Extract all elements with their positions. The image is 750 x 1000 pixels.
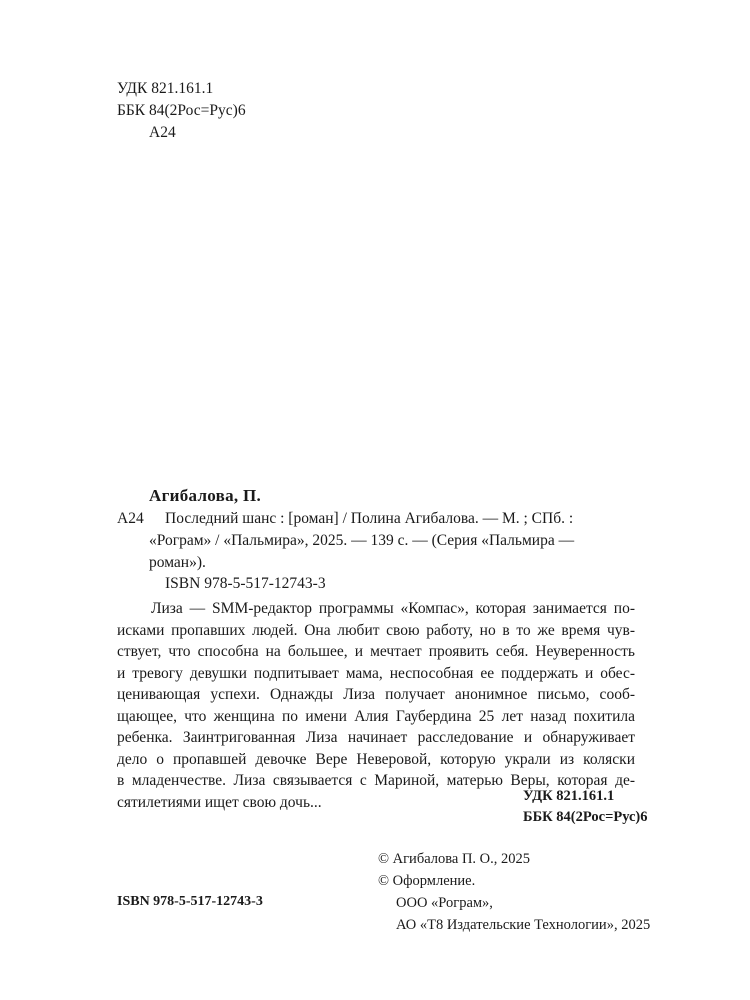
annotation-line: исками пропавших людей. Она любит свою работу, но в то же время чув- [117,621,635,639]
annotation-line: дело о пропавшей девочке Вере Неверовой, которую украли из коляски [117,750,635,768]
annotation-line: Лиза — SMM-редактор программы «Компас», которая занимается по- [151,600,635,617]
isbn-bottom: ISBN 978-5-517-12743-3 [117,894,263,909]
annotation-line: сятилетиями ищет свою дочь... [117,793,322,811]
record-author-mark: А24 [117,510,144,527]
bbk-code: ББК 84(2Рос=Рус)6 [117,102,246,119]
annotation-line: щающее, что женщина по имени Алия Гаубердина 25 лет назад похитила [117,707,635,725]
record-isbn: ISBN 978-5-517-12743-3 [165,575,326,592]
copyright-block [378,848,650,936]
bbk-code-bottom: ББК 84(2Рос=Рус)6 [523,809,648,825]
author-mark: А24 [149,124,176,141]
record-line-3: роман»). [149,554,206,571]
bottom-classification-codes [523,786,648,828]
udk-code-bottom: УДК 821.161.1 [523,788,615,804]
record-line-1: Последний шанс : [роман] / Полина Агибалова. — М. ; СПб. : [165,510,574,527]
bibliographic-record [165,508,635,529]
udk-code: УДК 821.161.1 [117,80,214,97]
copyright-publisher-2: АО «Т8 Издательские Технологии», 2025 [396,917,651,933]
annotation-line: в младенчестве. Лиза связывается с Мариной, матерью Веры, которая де- [117,772,635,789]
copyright-publisher-1: ООО «Рограм», [396,895,493,911]
copyright-author: © Агибалова П. О., 2025 [378,851,531,867]
copyright-design: © Оформление. [378,873,476,889]
annotation-line: ствует, что способна на большее, и мечтает проявить себя. Неуверенность [117,643,635,660]
author-heading: Агибалова, П. [149,486,262,505]
top-classification-codes [117,78,246,144]
annotation-line: ребенка. Заинтригованная Лиза начинает расследование и обнаруживает [117,729,635,746]
record-line-2: «Рограм» / «Пальмира», 2025. — 139 с. — (Серия «Пальмира — [149,532,575,549]
annotation-line: и тревогу девушки подпитывает мама, неспособная ее поддержать и обес- [117,664,635,682]
annotation [117,598,635,813]
annotation-line: ценивающая успехи. Однажды Лиза получает анонимное письмо, сооб- [117,686,635,703]
